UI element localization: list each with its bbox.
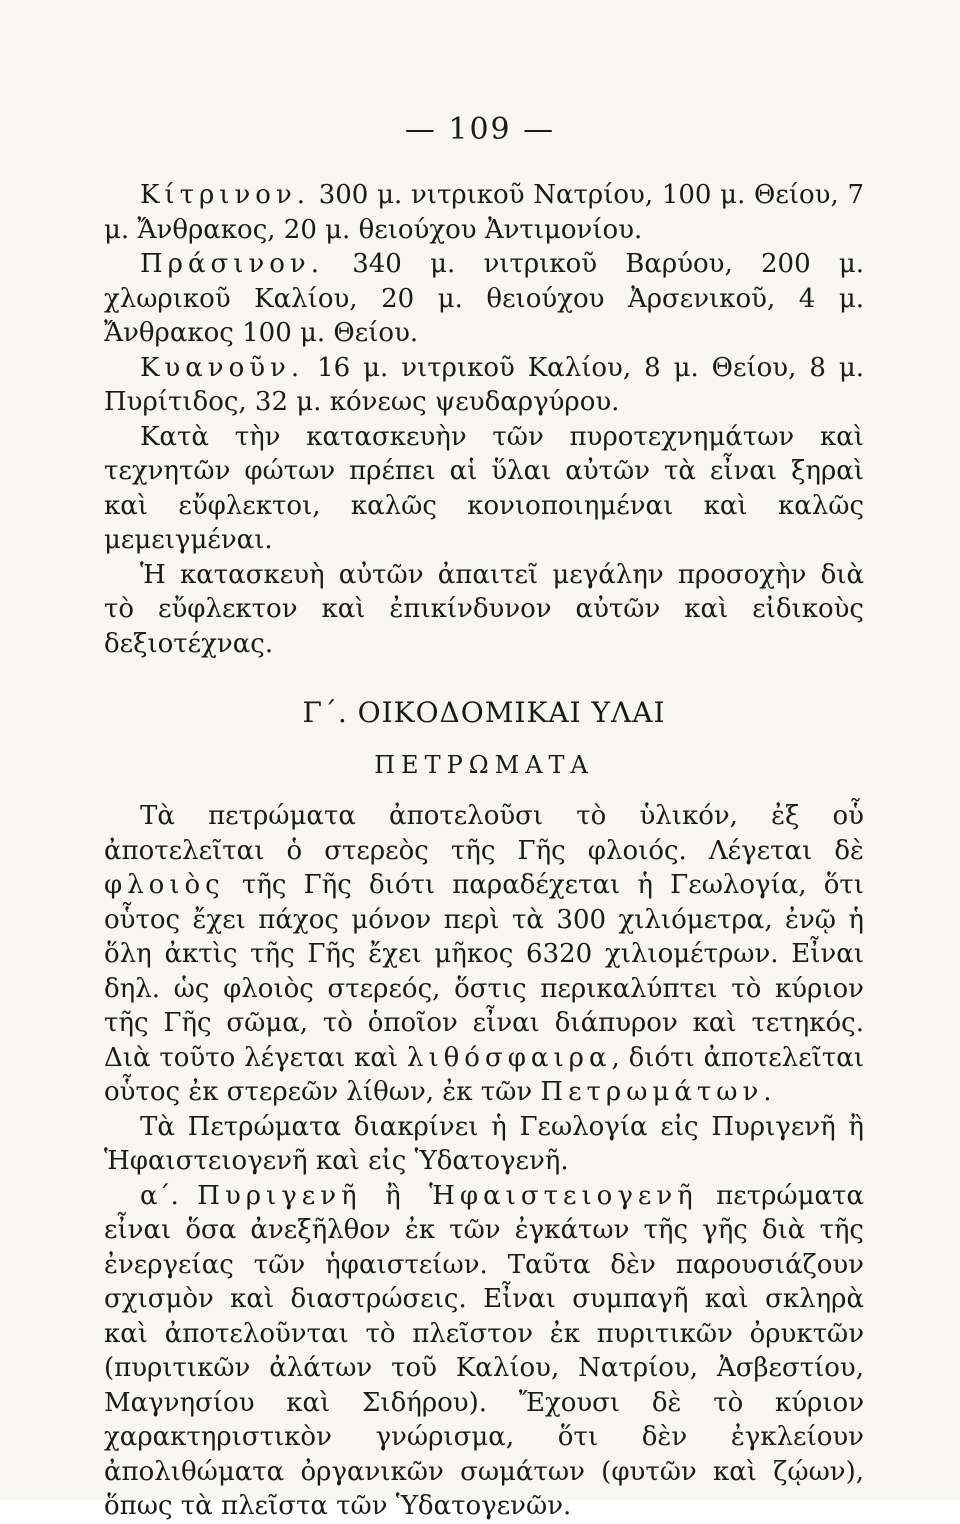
- emphasized-term: Πετρωμάτων: [540, 1077, 764, 1107]
- paragraph-caution: Ἡ κατασκευὴ αὐτῶν ἀπαιτεῖ μεγάλην προσοχὴν διὰ τὸ εὔφλεκτον καὶ ἐπικίνδυνον αὐτῶν καὶ εἰδικοὺς δεξιοτέχνας.: [104, 559, 864, 659]
- recipe-green: [104, 247, 864, 351]
- emphasized-term: φλοιὸς: [104, 870, 225, 900]
- recipe-text: 300 μ. νιτρικοῦ Νατρίου, 100 μ. Θείου, 7 μ. Ἄνθρακος, 20 μ. θειούχου Ἀντιμονίου.: [104, 180, 864, 245]
- recipe-text: 16 μ. νιτρικοῦ Καλίου, 8 μ. Θείου, 8 μ. Πυρίτιδος, 32 μ. κόνεως ψευδαργύρου.: [104, 352, 864, 417]
- text-fragment: τῆς Γῆς διότι παραδέχεται ἡ Γεωλογία, ὅτι οὗτος ἔχει πάχος μόνον περὶ τὰ 300 χιλιόμετρα, ἐνῷ ἡ ὅλη ἀκτὶς τῆς Γῆς ἔχει μῆκος 6320 χιλιομέτρων. Εἶναι δηλ. ὡς φλοιὸς στερεός, ὅστις περικαλύπτει τὸ κύριον τῆς Γῆς σῶμα, τὸ ὁποῖον εἶναι διάπυρον καὶ τετηκός. Διὰ τοῦτο λέγεται καὶ: [104, 870, 864, 1073]
- paragraph-preparation: Κατὰ τὴν κατασκευὴν τῶν πυροτεχνημάτων καὶ τεχνητῶν φώτων πρέπει αἱ ὕλαι αὐτῶν τὰ εἶναι ξηραὶ καὶ εὔφλεκτοι, καλῶς κονιοποιημέναι καὶ καλῶς μεμειγμέναι.: [104, 421, 864, 555]
- emphasized-term: Πυριγενῆ ἢ Ἡφαιστειογενῆ: [197, 1180, 698, 1211]
- text-fragment: Τὰ πετρώματα ἀποτελοῦσι τὸ ὑλικόν, ἐξ οὗ ἀποτελεῖται ὁ στερεὸς τῆς Γῆς φλοιός. Λέγεται δὲ: [104, 801, 864, 866]
- text-fragment: πετρώματα εἶναι ὅσα ἀνεξῆλθον ἐκ τῶν ἐγκάτων τῆς γῆς διὰ τῆς ἐνεργείας τῶν ἡφαιστείων. Ταῦτα δὲν παρουσιάζουν σχισμὸν καὶ διαστρώσεις. Εἶναι συμπαγῆ καὶ σκληρὰ καὶ ἀποτελοῦνται τὸ πλεῖστον ἐκ πυριτικῶν ὀρυκτῶν (πυριτικῶν ἀλάτων τοῦ Καλίου, Νατρίου, Ἀσβεστίου, Μαγνησίου καὶ Σιδήρου). Ἔχουσι δὲ τὸ κύριον χαρακτηριστικὸν γνώρισμα, ὅτι δὲν ἐγκλείουν ἀπολιθώματα ὀργανικῶν σωμάτων (φυτῶν καὶ ζῴων), ὅπως τὰ πλεῖστα τῶν Ὑδατογενῶν.: [104, 1180, 864, 1521]
- recipe-yellow: [104, 178, 864, 247]
- recipe-blue: [104, 351, 864, 420]
- page-text: [104, 178, 864, 1524]
- page-number: — 109 —: [404, 112, 556, 147]
- text-fragment: , διότι ἀποτελεῖται οὗτος ἐκ στερεῶν λίθων, ἐκ τῶν: [104, 1042, 865, 1107]
- emphasized-term: λιθόσφαιρα: [406, 1042, 612, 1073]
- text-fragment: .: [763, 1077, 772, 1107]
- list-label: α΄.: [140, 1180, 179, 1211]
- paragraph-rocks-classification: Τὰ Πετρώματα διακρίνει ἡ Γεωλογία εἰς Πυριγενῆ ἢ Ἡφαιστειογενῆ καὶ εἰς Ὑδατογενῆ.: [104, 1111, 864, 1176]
- recipe-name: Κυανοῦν.: [140, 352, 305, 383]
- paragraph-igneous-rocks: [104, 1179, 864, 1524]
- recipe-name: Πράσινον.: [140, 249, 324, 279]
- recipe-name: Κίτρινον.: [140, 180, 311, 210]
- section-heading: Γ΄. ΟΙΚΟΔΟΜΙΚΑΙ ΥΛΑΙ: [302, 696, 666, 729]
- paragraph-rocks-definition: [104, 799, 864, 1110]
- recipe-text: 340 μ. νιτρικοῦ Βαρύου, 200 μ. χλωρικοῦ Καλίου, 20 μ. θειούχου Ἀρσενικοῦ, 4 μ. Ἄνθρακος 100 μ. Θείου.: [104, 249, 864, 348]
- section-subheading: ΠΕΤΡΩΜΑΤΑ: [374, 751, 594, 779]
